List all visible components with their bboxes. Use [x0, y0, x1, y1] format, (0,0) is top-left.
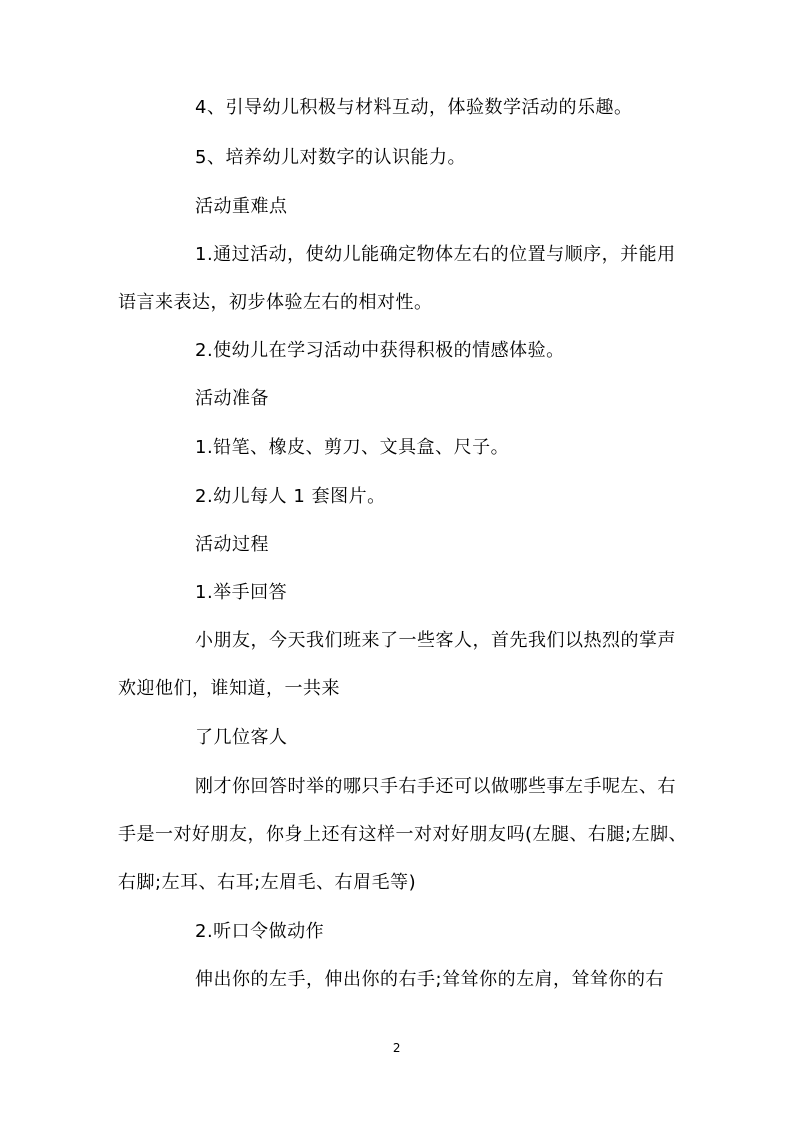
paragraph-line: 2.幼儿每人 1 套图片。 — [195, 486, 386, 507]
subsection-heading: 2.听口令做动作 — [195, 921, 325, 942]
paragraph-line: 小朋友，今天我们班来了一些客人，首先我们以热烈的掌声 — [195, 630, 676, 651]
section-heading: 活动准备 — [195, 388, 269, 409]
paragraph-line: 了几位客人 — [195, 727, 288, 748]
page-number: 2 — [392, 1041, 402, 1055]
paragraph-line: 5、培养幼儿对数字的认识能力。 — [195, 147, 466, 168]
section-heading: 活动重难点 — [195, 196, 288, 217]
paragraph-line: 4、引导幼儿积极与材料互动，体验数学活动的乐趣。 — [195, 97, 633, 118]
paragraph-line: 语言来表达，初步体验左右的相对性。 — [118, 292, 433, 313]
paragraph-line: 手是一对好朋友，你身上还有这样一对对好朋友吗(左腿、右腿;左脚、 — [118, 824, 688, 845]
paragraph-line: 1.通过活动，使幼儿能确定物体左右的位置与顺序，并能用 — [195, 244, 676, 265]
section-heading: 活动过程 — [195, 534, 269, 555]
paragraph-line: 右脚;左耳、右耳;左眉毛、右眉毛等) — [118, 872, 417, 893]
paragraph-line: 2.使幼儿在学习活动中获得积极的情感体验。 — [195, 340, 565, 361]
paragraph-line: 1.铅笔、橡皮、剪刀、文具盒、尺子。 — [195, 437, 510, 458]
paragraph-line: 伸出你的左手，伸出你的右手;耸耸你的左肩，耸耸你的右 — [195, 969, 665, 990]
paragraph-line: 欢迎他们，谁知道，一共来 — [118, 678, 340, 699]
subsection-heading: 1.举手回答 — [195, 582, 288, 603]
paragraph-line: 刚才你回答时举的哪只手右手还可以做哪些事左手呢左、右 — [195, 776, 676, 797]
